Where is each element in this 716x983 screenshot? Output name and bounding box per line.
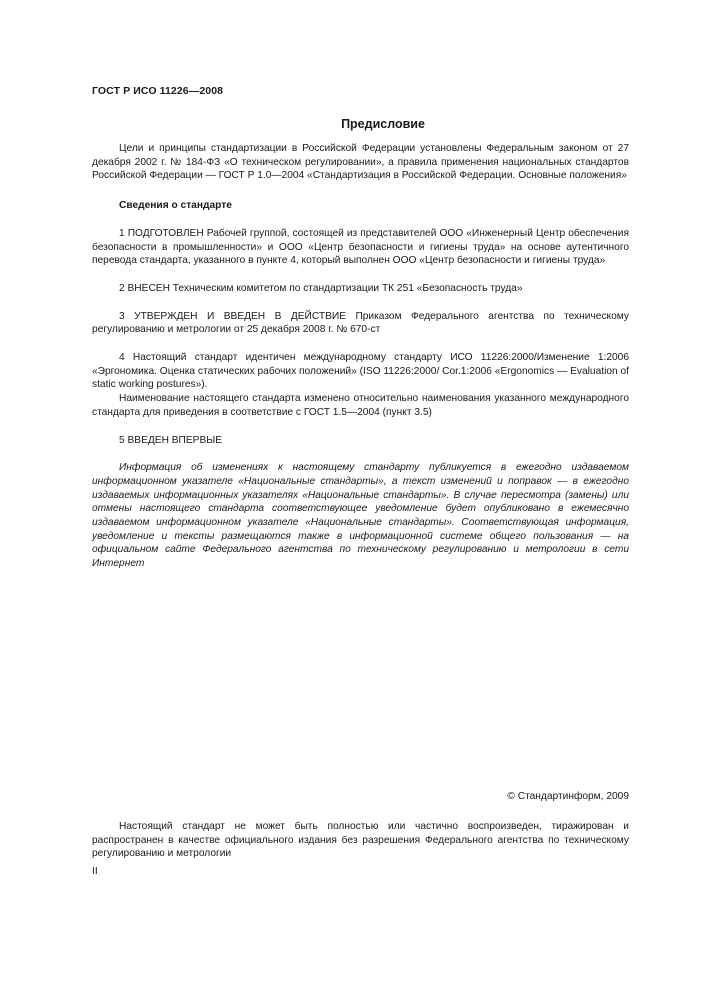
standard-code-header: ГОСТ Р ИСО 11226—2008 [92,85,224,97]
item-4-note-paragraph: Наименование настоящего стандарта изменено относительно наименования указанного международного стандарта для приведения в соответствие с ГОСТ 1.5—2004 (пункт 3.5) [92,393,629,418]
item-4-paragraph: 4 Настоящий стандарт идентичен международному стандарту ИСО 11226:2000/Изменение 1:2006 «Эргономика. Оценка статических рабочих положений» (ISO 11226:2000/ Cor.1:2006 «Ergonomics — Evaluation of static working postures»). [92,352,629,391]
intro-paragraph: Цели и принципы стандартизации в Российской Федерации установлены Федеральным законом от 27 декабря 2002 г. № 184-ФЗ «О техническом регулировании», а правила применения национальных стандартов Российской Федерации — ГОСТ Р 1.0—2004 «Стандартизация в Российской Федерации. Основные положения» [92,143,629,182]
document-body [92,142,629,571]
reproduction-notice-paragraph: Настоящий стандарт не может быть полностью или частично воспроизведен, тиражирован и распространен в качестве официального издания без разрешения Федерального агентства по техническому регулированию и метрологии [92,821,629,860]
copyright-line: © Стандартинформ, 2009 [507,791,629,802]
reproduction-notice [92,820,629,861]
item-2-paragraph: 2 ВНЕСЕН Техническим комитетом по стандартизации ТК 251 «Безопасность труда» [119,282,523,294]
page-title-text: Предисловие [341,117,425,131]
item-5-paragraph: 5 ВВЕДЕН ВПЕРВЫЕ [119,434,223,446]
item-3-paragraph: 3 УТВЕРЖДЕН И ВВЕДЕН В ДЕЙСТВИЕ Приказом Федерального агентства по техническому регулированию и метрологии от 25 декабря 2008 г. № 670-ст [92,310,629,336]
info-notice-paragraph: Информация об изменениях к настоящему стандарту публикуется в ежегодно издаваемом информационном указателе «Национальные стандарты», а текст изменений и поправок — в ежегодно издаваемых информационных указателях «Национальные стандарты». В случае пересмотра (замены) или отмены настоящего стандарта соответствующее уведомление будет опубликовано в ежемесячно издаваемом информационном указателе «Национальные стандарты». Соответствующая информация, уведомление и тексты размещаются также в информационной системе общего пользования — на официальном сайте Федерального агентства по техническому регулированию и метрологии в сети Интернет [92,462,629,570]
item-1-paragraph: 1 ПОДГОТОВЛЕН Рабочей группой, состоящей из представителей ООО «Инженерный Центр обеспечения безопасности в промышленности» и ООО «Центр безопасности и гигиены труда» на основе аутентичного перевода стандарта, указанного в пункте 4, который выполнен ООО «Центр безопасности и гигиены труда» [92,227,629,267]
page-title [0,117,716,131]
page-number: II [92,866,98,877]
section-heading: Сведения о стандарте [119,200,232,212]
